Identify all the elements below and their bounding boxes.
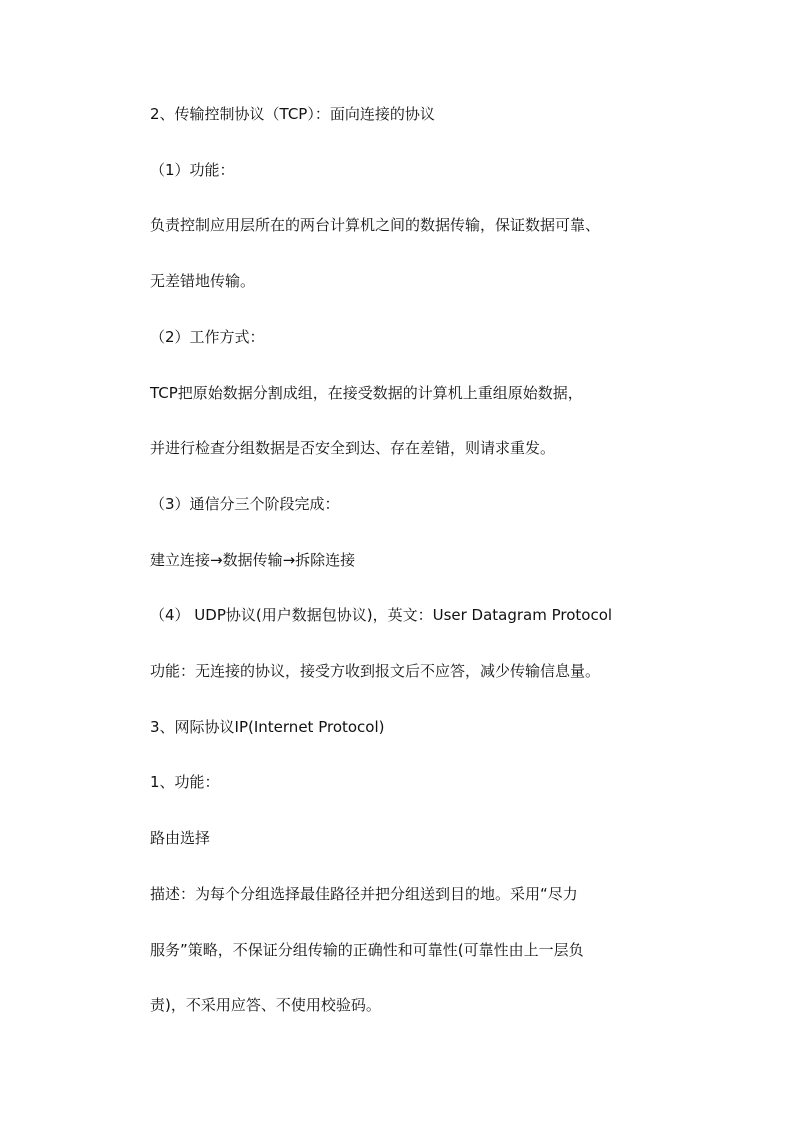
heading-ip: 3、网际协议IP(Internet Protocol) <box>150 718 385 736</box>
subheading-working-mode: （2）工作方式： <box>150 328 265 346</box>
paragraph-line: 建立连接→数据传输→拆除连接 <box>150 551 356 569</box>
paragraph-line: TCP把原始数据分割成组，在接受数据的计算机上重组原始数据， <box>150 384 583 402</box>
heading-tcp: 2、传输控制协议（TCP）：面向连接的协议 <box>150 105 435 123</box>
subheading-function: （1）功能： <box>150 161 235 179</box>
subheading-stages: （3）通信分三个阶段完成： <box>150 495 340 513</box>
subheading-ip-function: 1、功能： <box>150 773 220 791</box>
paragraph-line: 无差错地传输。 <box>150 272 256 290</box>
paragraph-line: 路由选择 <box>150 829 211 847</box>
paragraph-line: 服务”策略，不保证分组传输的正确性和可靠性(可靠性由上一层负 <box>150 941 584 959</box>
paragraph-line: 负责控制应用层所在的两台计算机之间的数据传输，保证数据可靠、 <box>150 216 601 234</box>
paragraph-line: 并进行检查分组数据是否安全到达、存在差错，则请求重发。 <box>150 439 556 457</box>
paragraph-line: 功能：无连接的协议，接受方收到报文后不应答，减少传输信息量。 <box>150 662 601 680</box>
subheading-udp: （4） UDP协议(用户数据包协议)，英文：User Datagram Protocol <box>150 606 613 624</box>
paragraph-line: 描述：为每个分组选择最佳路径并把分组送到目的地。采用“尽力 <box>150 885 578 903</box>
paragraph-line: 责)，不采用应答、不使用校验码。 <box>150 996 381 1014</box>
